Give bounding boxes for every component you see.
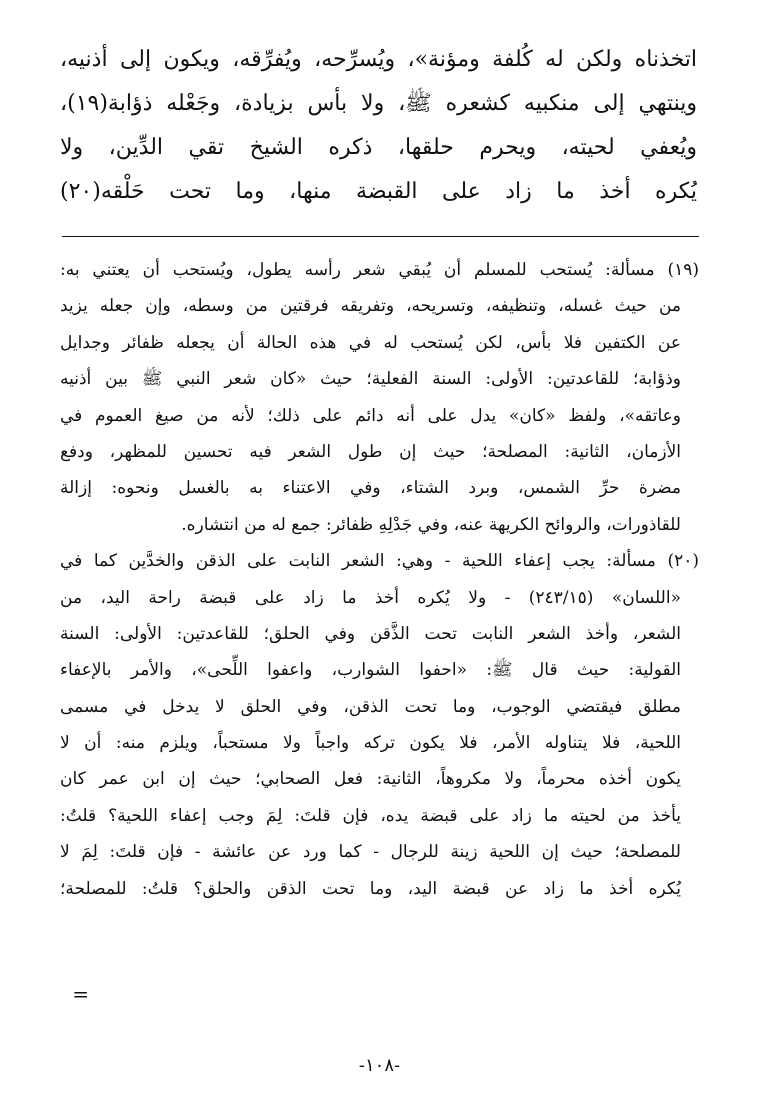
footnote-line: وذؤابة؛ للقاعدتين: الأولى: السنة الفعلية؛ حيث «كان شعر النبي ﷺ بين أذنيه (60, 369, 681, 390)
footnote-line: الشعر، وأخذ الشعر النابت تحت الذَّقن وفي الحلق؛ للقاعدتين: الأولى: السنة (60, 623, 681, 644)
footnote-line: (١٩) مسألة: يُستحب للمسلم أن يُبقي شعر رأسه يطول، ويُستحب أن يعتني به: (60, 260, 699, 280)
footnote-line: اللحية، فلا يتناوله الأمر، فلا يكون تركه واجباً ولا مستحباً، ويلزم منه: أن لا (60, 733, 681, 754)
footnote-line: من حيث غسله، وتنظيفه، وتسريحه، وتفريقه فرقتين من وسطه، وإن جعله يزيد (60, 296, 681, 317)
footnote-line: عن الكتفين فلا بأس، لكن يُستحب له في هذه الحالة أن يجعله ظفائر وجدايل (60, 332, 681, 353)
footnote-line: مطلق فيقتضي الوجوب، وما تحت الذقن، وفي الحلق لا يدخل في مسمى (60, 696, 681, 717)
footnote-line: الأزمان، الثانية: المصلحة؛ حيث إن طول الشعر فيه تحسين للمظهر، ودفع (60, 441, 681, 462)
main-text-line: يُكره أخذ ما زاد على القبضة منها، وما تحت حَلْقه(٢٠) (60, 179, 697, 204)
main-text-line: وينتهي إلى منكبيه كشعره ﷺ، ولا بأس بزيادة، وجَعْله ذؤابة(١٩)، (60, 91, 697, 116)
main-text-line: ويُعفي لحيته، ويحرم حلقها، ذكره الشيخ تقي الدِّين، ولا (60, 135, 697, 160)
footnote-line: (٢٠) مسألة: يجب إعفاء اللحية - وهي: الشعر النابت على الذقن والخدَّين كما في (60, 551, 699, 572)
page-number: -١٠٨- (358, 1055, 401, 1076)
continuation-mark: = (72, 982, 89, 1006)
footnote-line: يأخذ من لحيته ما زاد على قبضة يده، فإن قلتَ: لِمَ وجب إعفاء اللحية؟ قلتُ: (60, 805, 681, 826)
footnote-line: يكون أخذه محرماً، ولا مكروهاً، الثانية: فعل الصحابي؛ حيث إن ابن عمر كان (60, 769, 681, 790)
footnote-line: للمصلحة؛ حيث إن اللحية زينة للرجال - كما ورد عن عائشة - فإن قلتَ: لِمَ لا (60, 842, 681, 863)
footnote-line: «اللسان» (٢٤٣/١٥) - ولا يُكره أخذ ما زاد على قبضة راحة اليد، من (60, 587, 681, 608)
footnote-line: يُكره أخذ ما زاد عن قبضة اليد، وما تحت الذقن والحلق؟ قلتُ: للمصلحة؛ (60, 878, 681, 899)
footnote-separator (62, 236, 699, 237)
footnote-line: القولية: حيث قال ﷺ: «احفوا الشوارب، واعفوا اللِّحى»، والأمر بالإعفاء (60, 660, 681, 681)
main-text-line: اتخذناه ولكن له كُلفة ومؤنة»، ويُسرِّحه، ويُفرِّقه، ويكون إلى أذنيه، (60, 47, 697, 72)
footnote-line: وعاتقه»، ولفظ «كان» يدل على أنه دائم على ذلك؛ لأنه من صيغ العموم في (60, 405, 681, 426)
main-text (60, 38, 697, 214)
footnote-line: مضرة حرِّ الشمس، وبرد الشتاء، وفي الاعتناء به بالغسل ونحوه: إزالة (60, 478, 681, 499)
footnote-line: للقاذورات، والروائح الكريهة عنه، وفي جَدْلِهِ ظفائر: جمع له من انتشاره. (181, 514, 681, 535)
footnotes (60, 252, 699, 907)
